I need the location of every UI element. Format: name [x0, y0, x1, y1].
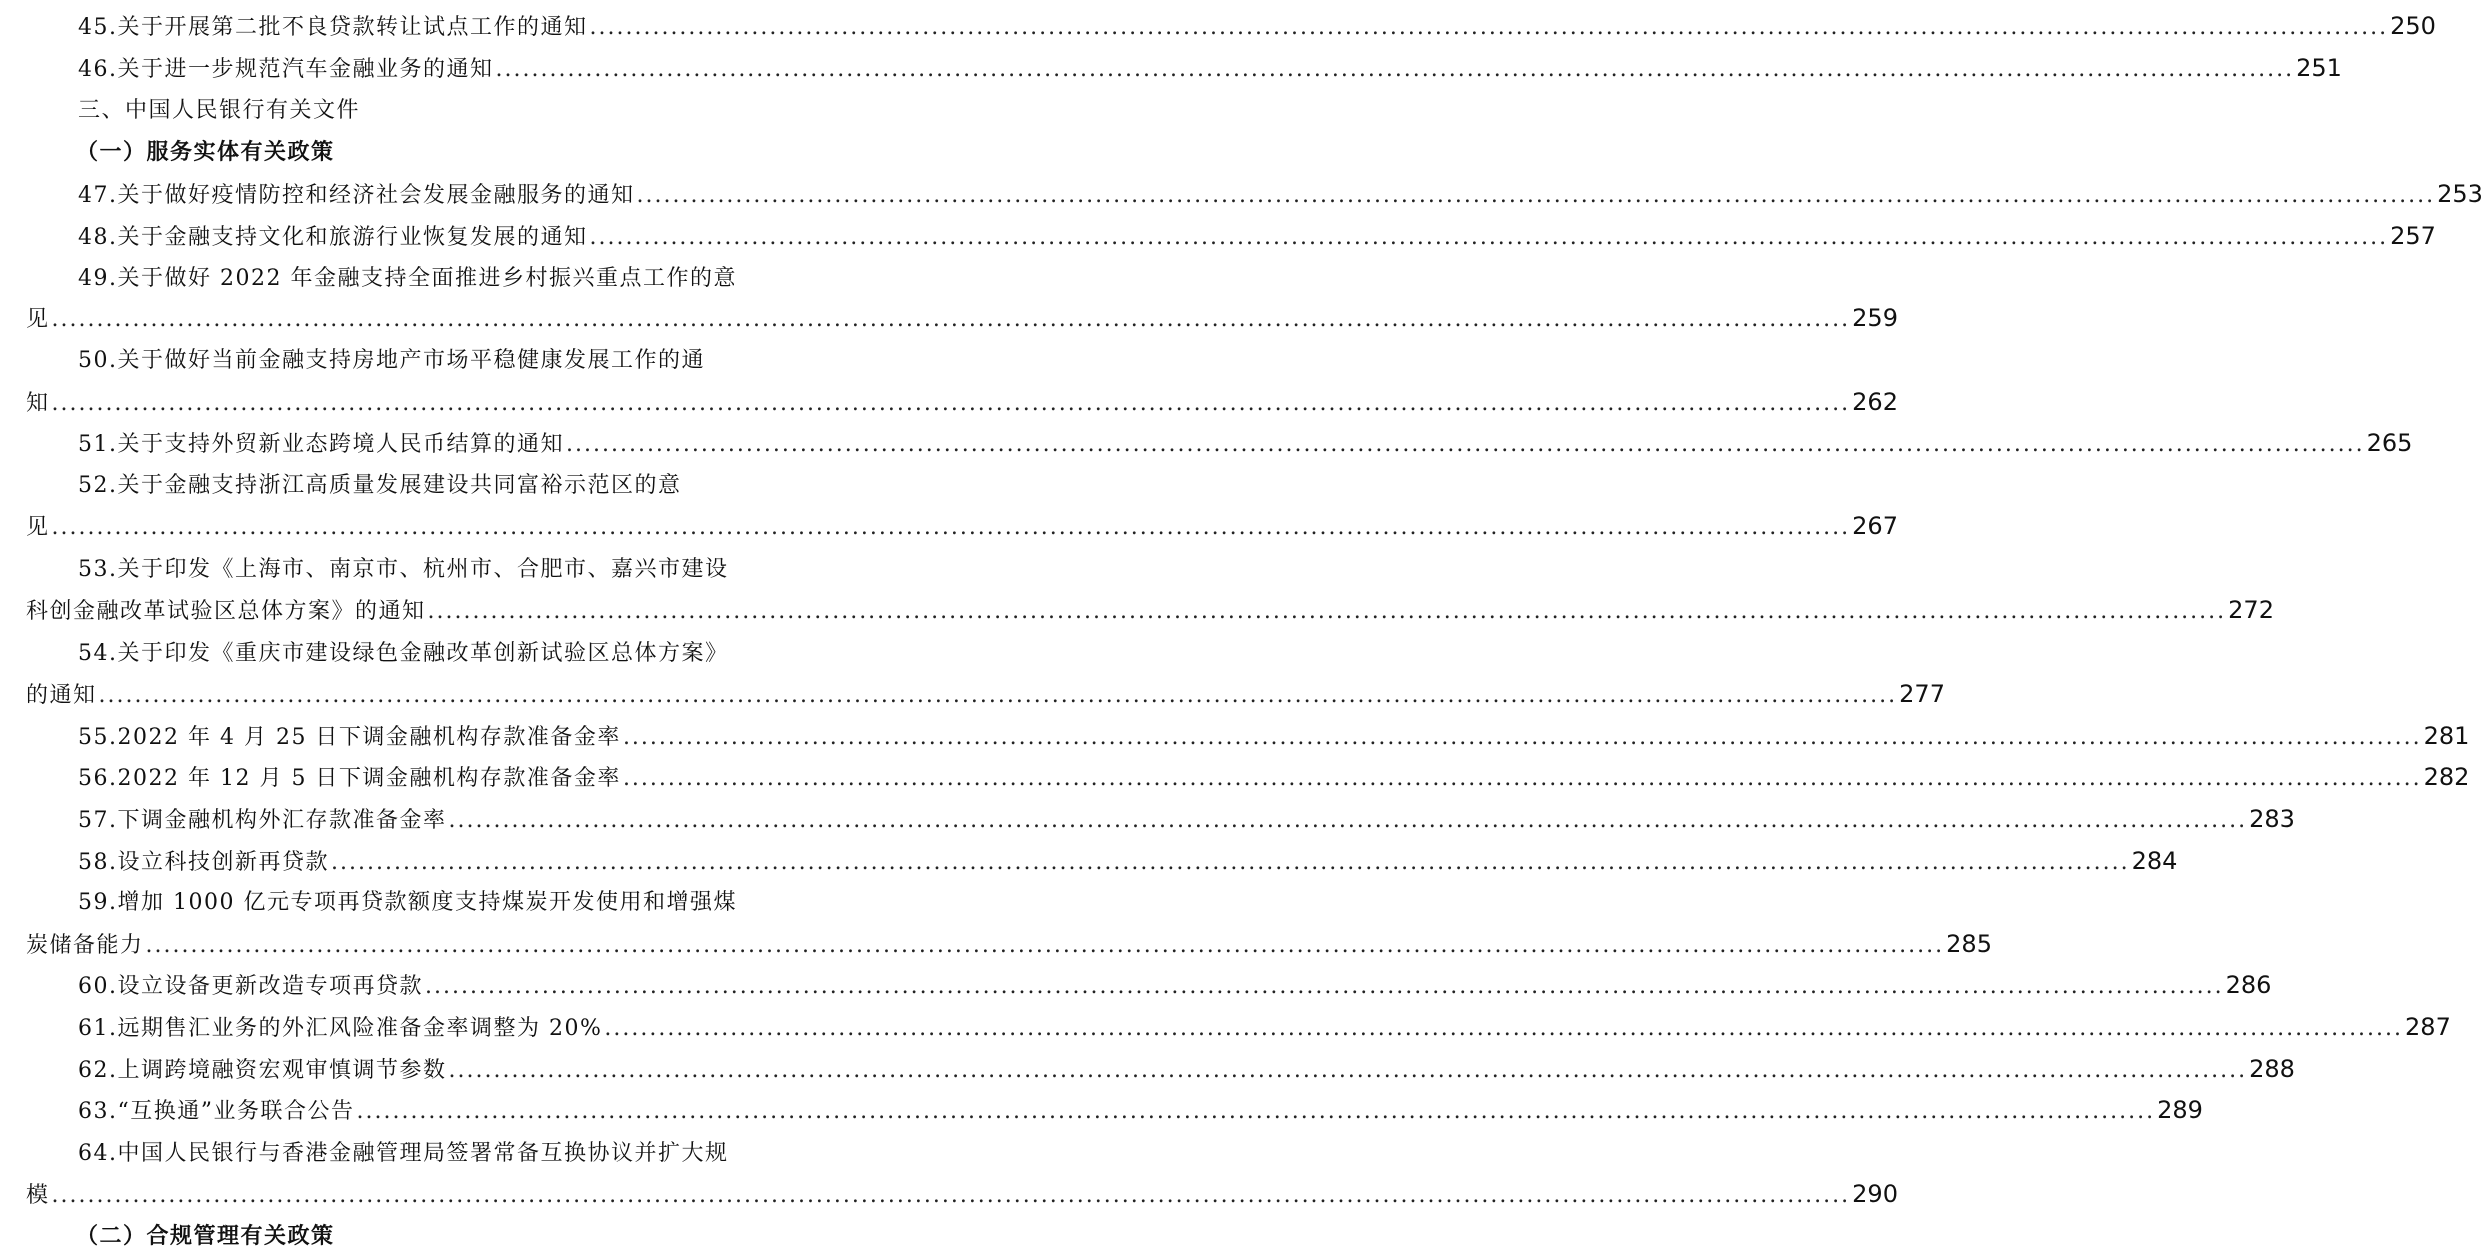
page-number: 277	[1899, 680, 1945, 708]
subsection-heading: （一）服务实体有关政策	[76, 139, 335, 165]
toc-entry-title: 45.关于开展第二批不良贷款转让试点工作的通知	[78, 15, 588, 40]
toc-entry	[0, 1090, 2203, 1131]
dot-leader: ........................................................................................................................................................................................................	[51, 391, 1851, 416]
toc-entry-title: 知	[26, 391, 50, 416]
toc-entry-title: 49.关于做好 2022 年金融支持全面推进乡村振兴重点工作的意	[78, 266, 737, 291]
page-number: 287	[2405, 1013, 2451, 1041]
dot-leader: ........................................................................................................................................................................................................	[636, 183, 2436, 208]
toc-entry-title: 的通知	[26, 683, 97, 708]
toc-entry-title: 58.设立科技创新再贷款	[78, 850, 329, 875]
page-number: 272	[2228, 596, 2274, 624]
toc-entry-line	[0, 465, 800, 506]
toc-entry-line	[0, 633, 800, 674]
dot-leader: ........................................................................................................................................................................................................	[427, 599, 2227, 624]
toc-entry	[0, 1049, 2295, 1090]
subsection-heading: （二）合规管理有关政策	[76, 1223, 335, 1249]
page-number: 290	[1852, 1180, 1898, 1208]
page-number: 251	[2296, 54, 2342, 82]
toc-entry	[0, 423, 2413, 464]
toc-entry-title: 见	[26, 515, 50, 540]
page-number: 250	[2390, 12, 2436, 40]
dot-leader: ........................................................................................................................................................................................................	[51, 515, 1851, 540]
dot-leader: ........................................................................................................................................................................................................	[425, 974, 2224, 999]
dot-leader: ........................................................................................................................................................................................................	[622, 725, 2422, 750]
toc-entry	[0, 924, 1992, 965]
toc-entry	[0, 674, 1945, 715]
toc-entry	[0, 174, 2483, 215]
toc-entry-title: 科创金融改革试验区总体方案》的通知	[26, 599, 426, 624]
toc-entry-title: 57.下调金融机构外汇存款准备金率	[78, 808, 447, 833]
toc-entry	[0, 48, 2342, 89]
toc-entry-title: 46.关于进一步规范汽车金融业务的通知	[78, 57, 494, 82]
toc-entry-title: 60.设立设备更新改造专项再贷款	[78, 974, 423, 999]
dot-leader: ........................................................................................................................................................................................................	[604, 1016, 2404, 1041]
toc-entry	[0, 6, 2436, 47]
page-number: 257	[2390, 222, 2436, 250]
toc-entry-title: 48.关于金融支持文化和旅游行业恢复发展的通知	[78, 225, 588, 250]
toc-entry-title: 模	[26, 1183, 50, 1208]
section-heading: 三、中国人民银行有关文件	[78, 98, 361, 123]
dot-leader: ........................................................................................................................................................................................................	[448, 808, 2248, 833]
page-number: 289	[2157, 1096, 2203, 1124]
toc-entry-title: 53.关于印发《上海市、南京市、杭州市、合肥市、嘉兴市建设	[78, 557, 729, 582]
dot-leader: ........................................................................................................................................................................................................	[98, 683, 1898, 708]
toc-entry-title: 50.关于做好当前金融支持房地产市场平稳健康发展工作的通	[78, 348, 705, 373]
toc-entry-line	[0, 258, 800, 299]
toc-entry	[0, 799, 2295, 840]
toc-entry	[0, 1174, 1898, 1215]
toc-entry	[0, 965, 2272, 1006]
toc-entry-title: 52.关于金融支持浙江高质量发展建设共同富裕示范区的意	[78, 473, 682, 498]
dot-leader: ........................................................................................................................................................................................................	[495, 57, 2295, 82]
toc-entry-title: 64.中国人民银行与香港金融管理局签署常备互换协议并扩大规	[78, 1141, 729, 1166]
toc-entry-line	[0, 549, 800, 590]
toc-entry-line	[0, 882, 800, 923]
toc-entry-line	[0, 1133, 800, 1174]
page-number: 262	[1852, 388, 1898, 416]
page-number: 283	[2249, 805, 2295, 833]
dot-leader: ........................................................................................................................................................................................................	[566, 432, 2365, 457]
page-number: 265	[2366, 429, 2413, 457]
toc-entry	[0, 1007, 2451, 1048]
toc-entry-title: 59.增加 1000 亿元专项再贷款额度支持煤炭开发使用和增强煤	[78, 890, 737, 915]
dot-leader: ........................................................................................................................................................................................................	[51, 307, 1851, 332]
dot-leader: ........................................................................................................................................................................................................	[448, 1058, 2248, 1083]
toc-entry-title: 炭储备能力	[26, 933, 144, 958]
toc-entry	[0, 841, 2178, 882]
page-number: 259	[1852, 304, 1898, 332]
toc-entry	[0, 298, 1898, 339]
toc-entry	[0, 757, 2470, 798]
dot-leader: ........................................................................................................................................................................................................	[51, 1183, 1851, 1208]
toc-entry-title: 61.远期售汇业务的外汇风险准备金率调整为 20%	[78, 1016, 603, 1041]
toc-entry	[0, 590, 2274, 631]
toc-entry	[0, 216, 2436, 257]
dot-leader: ........................................................................................................................................................................................................	[589, 15, 2389, 40]
toc-entry-title: 62.上调跨境融资宏观审慎调节参数	[78, 1058, 447, 1083]
toc-entry	[0, 506, 1898, 547]
page-number: 285	[1946, 930, 1992, 958]
page-number: 253	[2437, 180, 2483, 208]
toc-entry-title: 见	[26, 307, 50, 332]
dot-leader: ........................................................................................................................................................................................................	[356, 1099, 2156, 1124]
toc-entry-title: 54.关于印发《重庆市建设绿色金融改革创新试验区总体方案》	[78, 641, 729, 666]
page-number: 288	[2249, 1055, 2295, 1083]
page-number: 281	[2423, 722, 2470, 750]
dot-leader: ........................................................................................................................................................................................................	[145, 933, 1945, 958]
toc-entry	[0, 716, 2470, 757]
dot-leader: ........................................................................................................................................................................................................	[589, 225, 2389, 250]
dot-leader: ........................................................................................................................................................................................................	[331, 850, 2130, 875]
page-number: 282	[2423, 763, 2470, 791]
toc-entry-title: 55.2022 年 4 月 25 日下调金融机构存款准备金率	[78, 725, 621, 750]
page-number: 267	[1852, 512, 1898, 540]
toc-entry-title: 47.关于做好疫情防控和经济社会发展金融服务的通知	[78, 183, 635, 208]
page-number: 286	[2225, 971, 2272, 999]
page-number: 284	[2131, 847, 2178, 875]
toc-entry-title: 56.2022 年 12 月 5 日下调金融机构存款准备金率	[78, 766, 621, 791]
toc-entry-line	[0, 340, 800, 381]
toc-entry	[0, 382, 1898, 423]
toc-entry-title: 51.关于支持外贸新业态跨境人民币结算的通知	[78, 432, 564, 457]
toc-entry-title: 63.“互换通”业务联合公告	[78, 1099, 355, 1124]
dot-leader: ........................................................................................................................................................................................................	[622, 766, 2422, 791]
